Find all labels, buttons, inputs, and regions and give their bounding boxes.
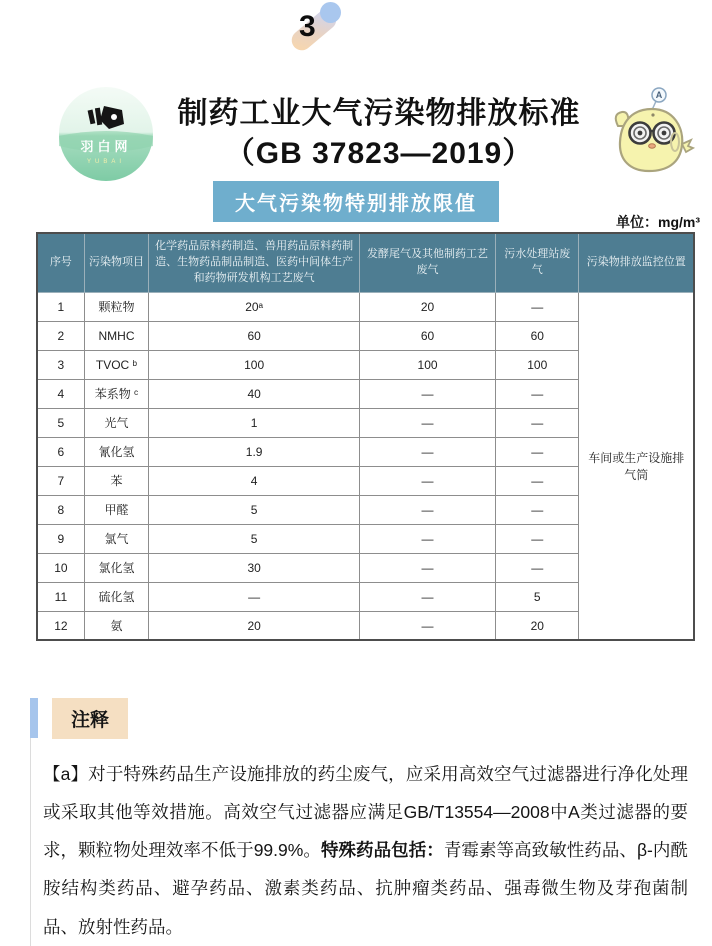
cell-v2: —: [360, 582, 496, 611]
cell-no: 8: [37, 495, 84, 524]
cell-v1: 5: [149, 524, 360, 553]
table-row: [37, 292, 694, 321]
cell-pollutant: 苯: [84, 466, 148, 495]
note-section: [30, 698, 692, 946]
note-text-part2: 青霉素等高致敏性药品、β-内酰胺结构类药品、避孕药品、激素类药品、抗肿瘤类药品、强毒微生物及芽孢菌制品、放射性药品。: [43, 840, 688, 937]
cell-v1: 40: [149, 379, 360, 408]
note-accent-bar: [30, 698, 38, 738]
cell-v1: 5: [149, 495, 360, 524]
cell-v1: 60: [149, 321, 360, 350]
header: [0, 84, 712, 184]
col-header-pollutant: 污染物项目: [84, 233, 148, 292]
cell-pollutant: TVOC ᵇ: [84, 350, 148, 379]
page-title: [156, 94, 602, 175]
cell-pollutant: 苯系物 ᶜ: [84, 379, 148, 408]
cell-v1: 20: [149, 611, 360, 640]
cell-v1: 1: [149, 408, 360, 437]
note-text-bold: 特殊药品包括：: [320, 840, 444, 861]
title-line-2: （GB 37823—2019）: [224, 137, 534, 170]
cell-v2: —: [360, 379, 496, 408]
cell-pollutant: 氨: [84, 611, 148, 640]
cell-pollutant: NMHC: [84, 321, 148, 350]
col-header-chemical-api: 化学药品原料药制造、兽用药品原料药制造、生物药品制品制造、医药中间体生产和药物研发机构工艺废气: [149, 233, 360, 292]
cell-v2: —: [360, 466, 496, 495]
emission-limits-table: [36, 232, 695, 641]
cell-v3: 100: [496, 350, 579, 379]
cell-pollutant: 光气: [84, 408, 148, 437]
unit-label: 单位：mg/m³: [616, 214, 700, 230]
cell-v2: —: [360, 495, 496, 524]
cell-v2: —: [360, 408, 496, 437]
section-banner-row: [0, 181, 712, 222]
cell-no: 7: [37, 466, 84, 495]
title-line-1: 制药工业大气污染物排放标准: [177, 96, 581, 130]
cell-v2: 20: [360, 292, 496, 321]
cell-no: 3: [37, 350, 84, 379]
cell-pollutant: 氰化氢: [84, 437, 148, 466]
cell-v3: —: [496, 466, 579, 495]
cell-pollutant: 甲醛: [84, 495, 148, 524]
section-banner: 大气污染物特别排放限值: [213, 181, 499, 222]
cell-no: 12: [37, 611, 84, 640]
cell-v2: —: [360, 553, 496, 582]
cell-no: 2: [37, 321, 84, 350]
cell-v1: 30: [149, 553, 360, 582]
col-header-monitor-location: 污染物排放监控位置: [579, 233, 694, 292]
cell-v2: —: [360, 524, 496, 553]
cell-v1: 100: [149, 350, 360, 379]
cell-v3: —: [496, 437, 579, 466]
cell-pollutant: 硫化氢: [84, 582, 148, 611]
cell-v3: 60: [496, 321, 579, 350]
cell-v3: —: [496, 495, 579, 524]
cell-no: 11: [37, 582, 84, 611]
table-header-row: [37, 233, 694, 292]
cell-no: 1: [37, 292, 84, 321]
cell-pollutant: 颗粒物: [84, 292, 148, 321]
cell-pollutant: 氯气: [84, 524, 148, 553]
cell-no: 10: [37, 553, 84, 582]
decoration-dot: [320, 2, 341, 23]
cell-v3: —: [496, 292, 579, 321]
cell-no: 5: [37, 408, 84, 437]
cell-v2: 60: [360, 321, 496, 350]
page-number: 3: [299, 10, 316, 43]
cell-no: 6: [37, 437, 84, 466]
cell-v1: 4: [149, 466, 360, 495]
cell-no: 4: [37, 379, 84, 408]
cell-monitor-location: 车间或生产设施排气筒: [579, 292, 694, 640]
logo-text: 羽白网: [80, 139, 132, 154]
cell-v3: —: [496, 379, 579, 408]
cell-v3: —: [496, 524, 579, 553]
cell-v3: —: [496, 553, 579, 582]
col-header-fermentation: 发酵尾气及其他制药工艺废气: [360, 233, 496, 292]
cell-v2: —: [360, 437, 496, 466]
cell-v1: 20ᵃ: [149, 292, 360, 321]
cell-v3: 20: [496, 611, 579, 640]
note-heading: 注释: [52, 698, 128, 739]
yubai-logo-icon: [56, 84, 156, 184]
logo-subtext: YUBAI: [86, 159, 126, 165]
cell-v3: —: [496, 408, 579, 437]
cell-v1: —: [149, 582, 360, 611]
page-number-decoration: [0, 0, 712, 60]
mascot-badge-letter: A: [655, 90, 663, 100]
cell-v2: —: [360, 611, 496, 640]
col-header-index: 序号: [37, 233, 84, 292]
cell-v2: 100: [360, 350, 496, 379]
cell-pollutant: 氯化氢: [84, 553, 148, 582]
note-body: [43, 755, 688, 946]
cell-v1: 1.9: [149, 437, 360, 466]
mascot-bird-icon: [602, 86, 702, 182]
col-header-wastewater: 污水处理站废气: [496, 233, 579, 292]
cell-no: 9: [37, 524, 84, 553]
cell-v3: 5: [496, 582, 579, 611]
note-text-part1: 【a】对于特殊药品生产设施排放的药尘废气，应采用高效空气过滤器进行净化处理或采取其他等效措施。高效空气过滤器应满足GB/T13554—2008中A类过滤器的要求，颗粒物处理效率不低于99.9%。: [43, 764, 688, 861]
